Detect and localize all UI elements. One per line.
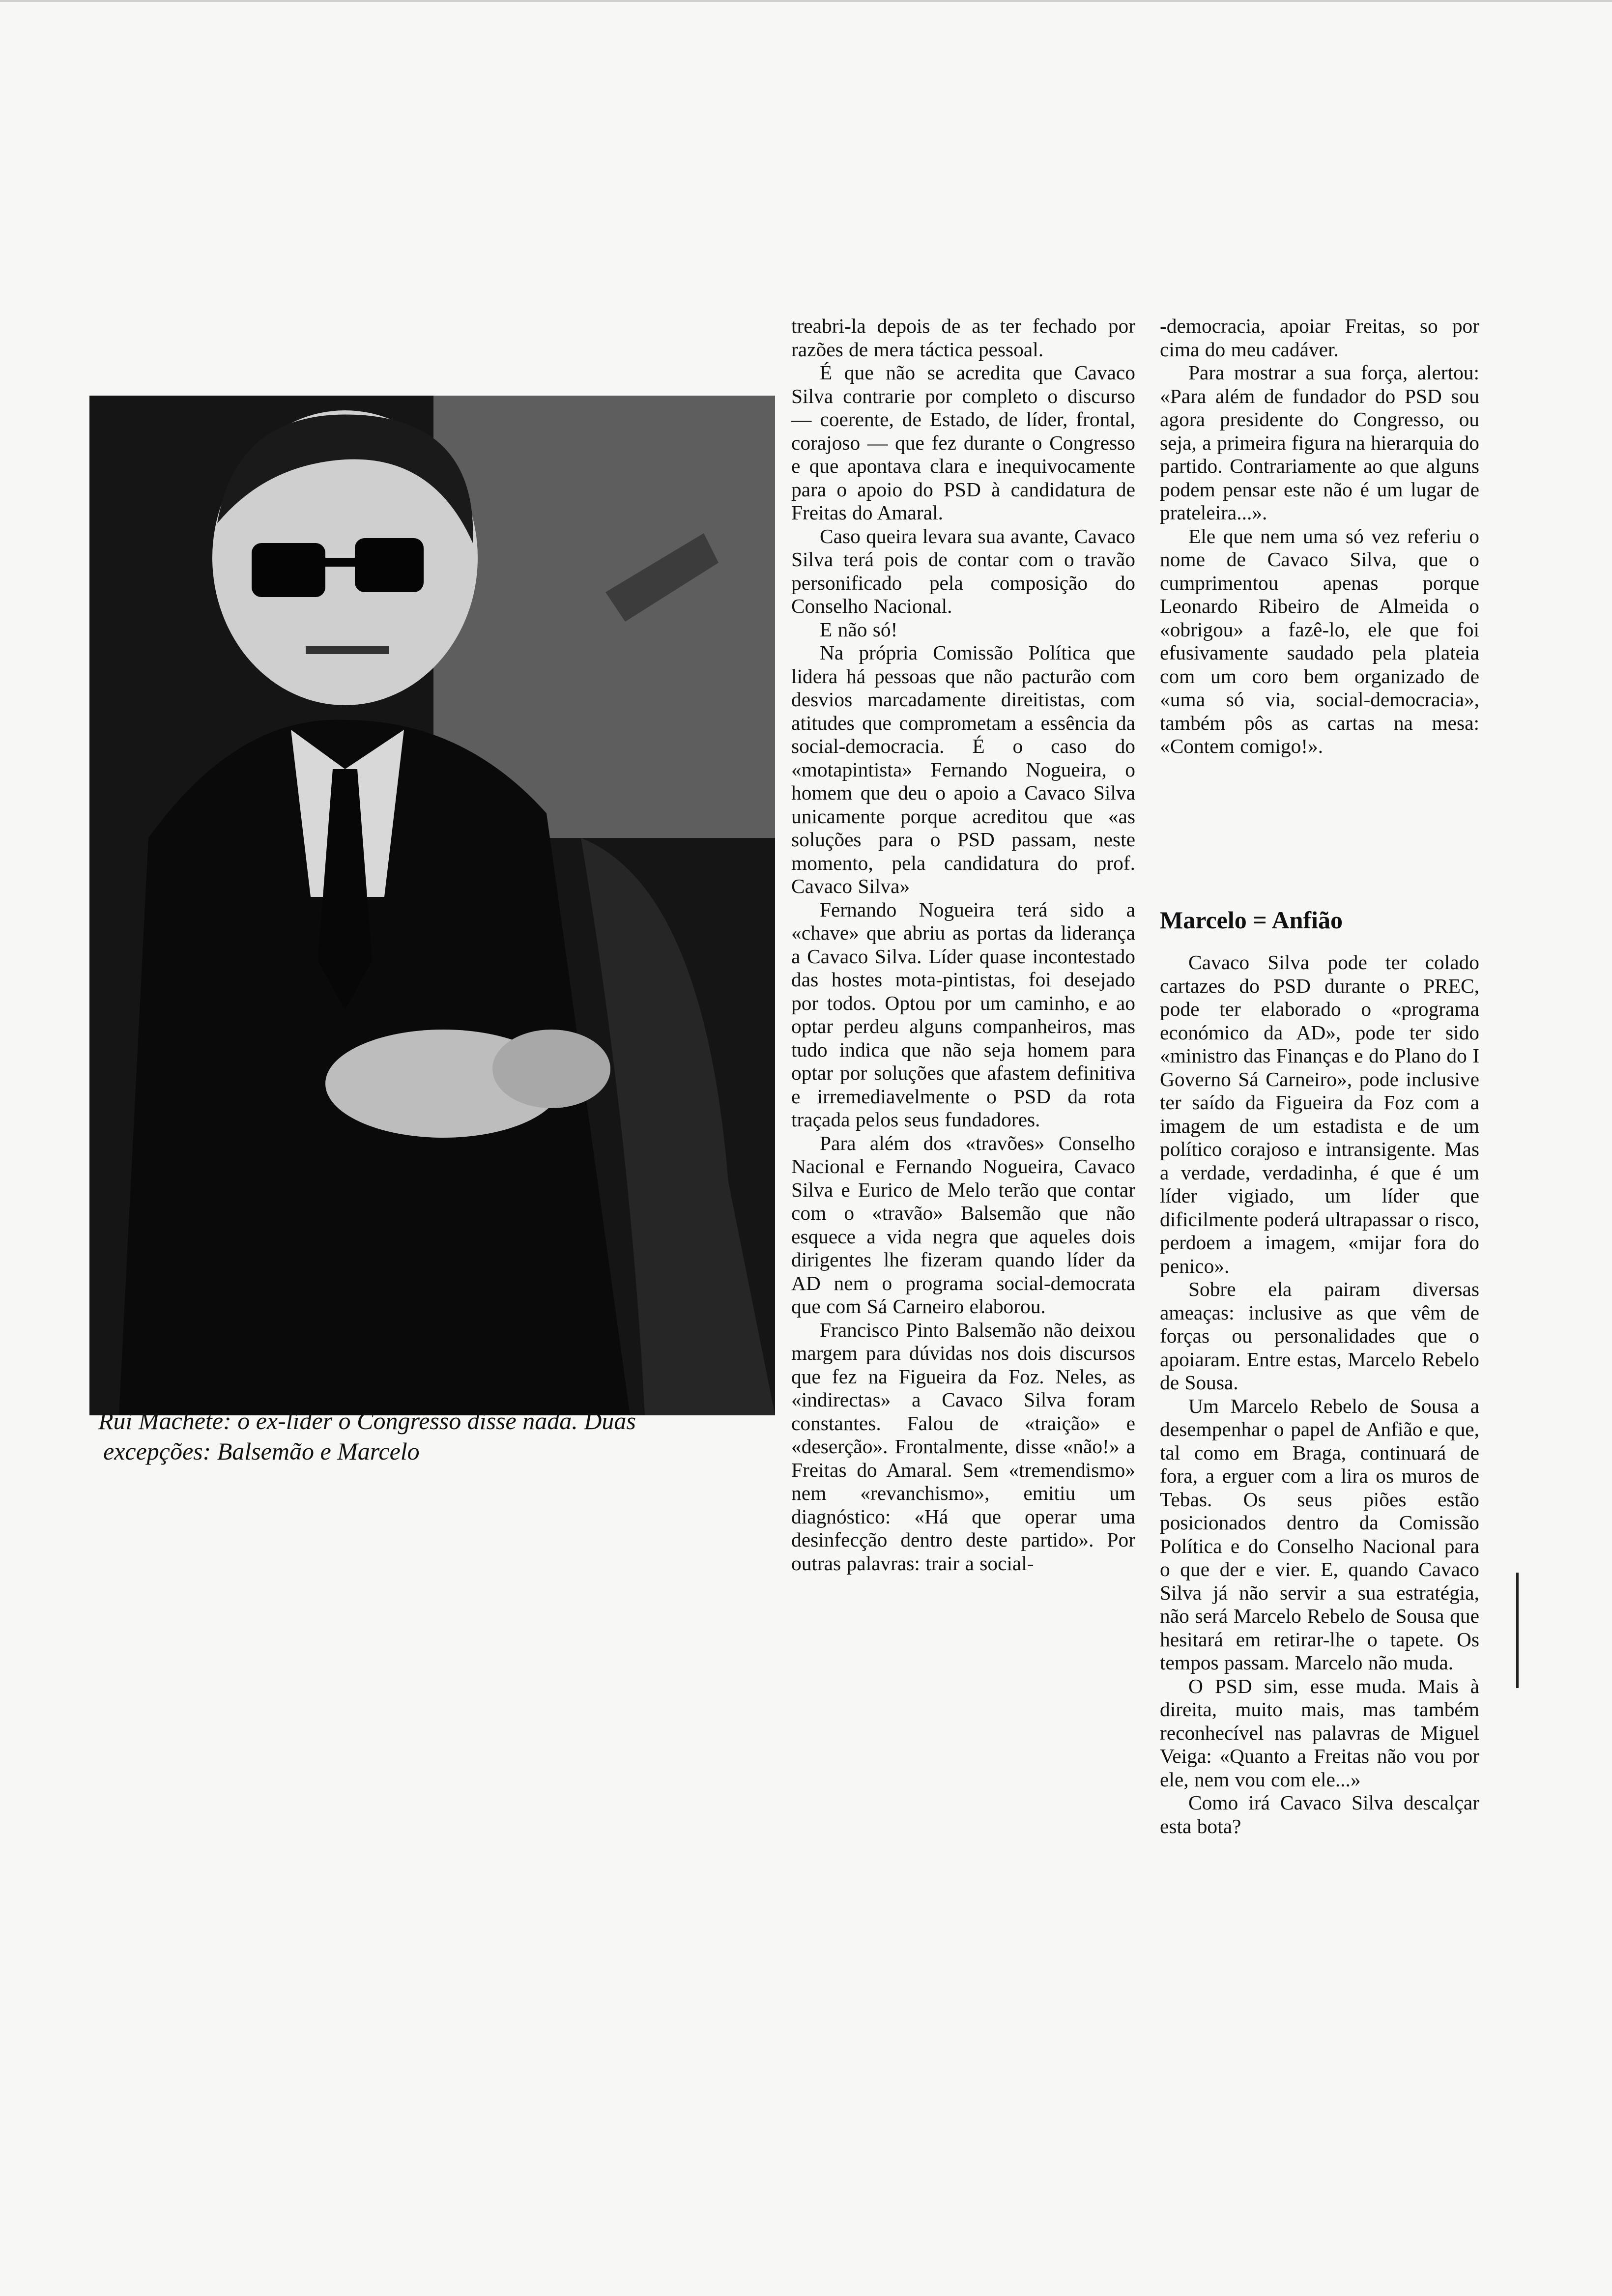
paragraph: Sobre ela pairam diversas ameaças: inclusive as que vêm de forças ou personalidades que o apoiaram. Entre estas, Marcelo Rebelo de Sousa.	[1160, 1278, 1479, 1394]
top-border-line	[0, 0, 1612, 2]
paragraph: Para mostrar a sua força, alertou: «Para além de fundador do PSD sou agora presidente do Congresso, ou seja, a primeira figura na hierarquia do partido. Contrariamente ao que alguns podem pensar este não é um lugar de prateleira...».	[1160, 361, 1479, 524]
portrait-illustration	[89, 396, 775, 1415]
caption-line-2: excepções: Balsemão e Marcelo	[103, 1437, 420, 1465]
paragraph: Caso queira levara sua avante, Cavaco Silva terá pois de contar com o travão personificado pela composição do Conselho Nacional.	[791, 524, 1135, 617]
photo-caption	[98, 1406, 786, 1466]
paragraph: Um Marcelo Rebelo de Sousa a desempenhar o papel de Anfião e que, tal como em Braga, continuará de fora, a erguer com a lira os muros de Tebas. Os seus piões estão posicionados dentro da Comissão Política e do Conselho Nacional para o que der e vier. E, quando Cavaco Silva já não servir a sua estratégia, não será Marcelo Rebelo de Sousa que hesitará em retirar-lhe o tapete. Os tempos passam. Marcelo não muda.	[1160, 1394, 1479, 1674]
paragraph: treabri-la depois de as ter fechado por razões de mera táctica pessoal.	[791, 315, 1135, 361]
section-heading: Marcelo = Anfião	[1160, 906, 1343, 934]
paragraph: E não só!	[820, 618, 898, 641]
news-photo	[89, 396, 775, 1415]
margin-mark	[1516, 1573, 1519, 1688]
paragraph: -democracia, apoiar Freitas, so por cima do meu cadáver.	[1160, 315, 1479, 361]
paragraph: Como irá Cavaco Silva descalçar esta bota?	[1160, 1791, 1479, 1837]
paragraph: Para além dos «travões» Conselho Nacional e Fernando Nogueira, Cavaco Silva e Eurico de Melo terão que contar com o «travão» Balsemão que não esquece a vida negra que aqueles dois dirigentes lhe fizeram quando líder da AD nem o programa social-democrata que com Sá Carneiro elaborou.	[791, 1131, 1135, 1318]
paragraph: É que não se acredita que Cavaco Silva contrarie por completo o discurso — coerente, de Estado, de líder, frontal, corajoso — que fez durante o Congresso e que apontava clara e inequivocamente para o apoio do PSD à candidatura de Freitas do Amaral.	[791, 361, 1135, 524]
paragraph: Na própria Comissão Política que lidera há pessoas que não pacturão com desvios marcadamente direitistas, com atitudes que comprometam a essência da social-democracia. É o caso do «motapintista» Fernando Nogueira, o homem que deu o apoio a Cavaco Silva unicamente porque acreditou que «as soluções para o PSD passam, neste momento, pela candidatura do prof. Cavaco Silva»	[791, 641, 1135, 897]
article-column-2-top	[1160, 315, 1479, 758]
caption-line-1: Rui Machete: o ex-líder o Congresso disse nada. Duas	[98, 1407, 636, 1435]
article-column-1	[791, 315, 1135, 1575]
paragraph: Francisco Pinto Balsemão não deixou margem para dúvidas nos dois discursos que fez na Figueira da Foz. Neles, as «indirectas» a Cavaco Silva foram constantes. Falou de «traição» e «deserção». Frontalmente, disse «não!» a Freitas do Amaral. Sem «tremendismo» nem «revanchismo», emitiu um diagnóstico: «Há que operar uma desinfecção dentro deste partido». Por outras palavras: trair a social-	[791, 1318, 1135, 1575]
paragraph: Fernando Nogueira terá sido a «chave» que abriu as portas da liderança a Cavaco Silva. Líder quase incontestado das hostes mota-pintistas, foi desejado por todos. Optou por um caminho, e ao optar perdeu alguns companheiros, mas tudo indica que não seja homem para optar por soluções que afastem definitiva e irremediavelmente o PSD da rota traçada pelos seus fundadores.	[791, 898, 1135, 1131]
article-column-2-bottom	[1160, 951, 1479, 1838]
paragraph: Cavaco Silva pode ter colado cartazes do PSD durante o PREC, pode ter elaborado o «programa económico da AD», pode ter sido «ministro das Finanças e do Plano do I Governo Sá Carneiro», pode inclusive ter saído da Figueira da Foz com a imagem de um estadista e de um político corajoso e intransigente. Mas a verdade, verdadinha, é que é um líder vigiado, um líder que dificilmente poderá ultrapassar o risco, perdoem a imagem, «mijar fora do penico».	[1160, 951, 1479, 1277]
paragraph: O PSD sim, esse muda. Mais à direita, muito mais, mas também reconhecível nas palavras de Miguel Veiga: «Quanto a Freitas não vou por ele, nem vou com ele...»	[1160, 1674, 1479, 1791]
paragraph: Ele que nem uma só vez referiu o nome de Cavaco Silva, que o cumprimentou apenas porque Leonardo Ribeiro de Almeida o «obrigou» a fazê-lo, ele que foi efusivamente saudado pela plateia com um coro bem organizado de «uma só via, social-democracia», também pôs as cartas na mesa: «Contem comigo!».	[1160, 524, 1479, 757]
